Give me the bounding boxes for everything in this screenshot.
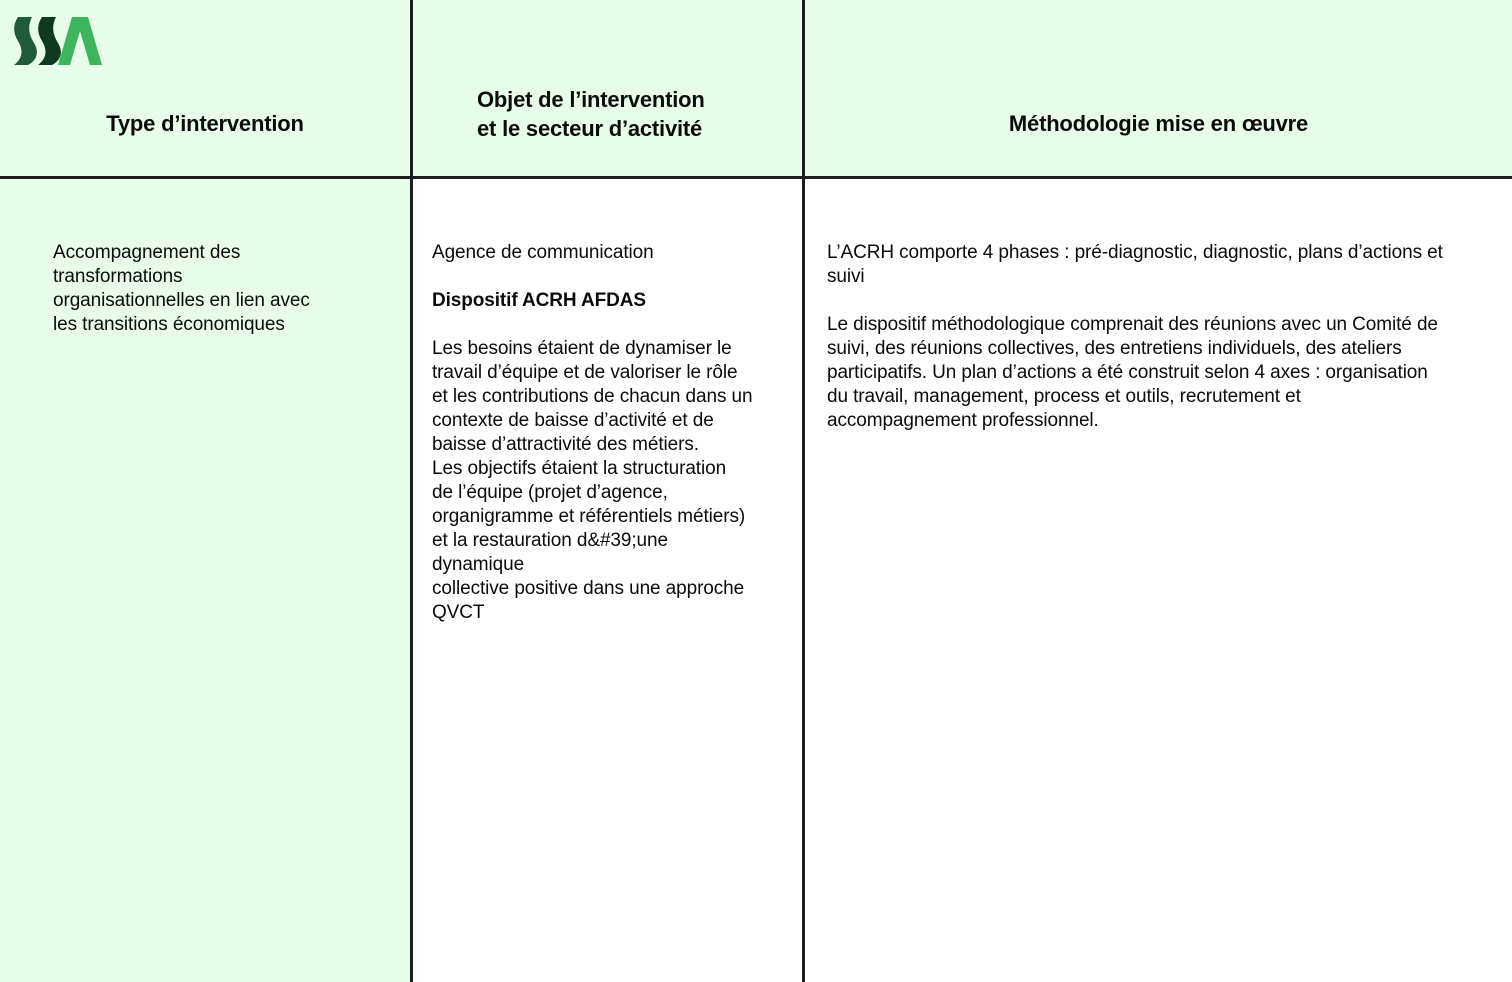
- header-type-intervention: [0, 0, 410, 176]
- object-line: et la restauration d&#39;une: [432, 530, 668, 551]
- object-intervention-text: [432, 241, 772, 625]
- type-line: les transitions économiques: [53, 314, 285, 335]
- header-object-title-line1: Objet de l’intervention: [477, 87, 705, 112]
- header-divider: [0, 176, 1512, 179]
- type-line: transformations: [53, 266, 183, 287]
- method-line: Le dispositif méthodologique comprenait des réunions avec un Comité de: [827, 314, 1438, 335]
- object-line: de l’équipe (projet d’agence,: [432, 482, 668, 503]
- object-line: Les objectifs étaient la structuration: [432, 458, 727, 479]
- method-line: suivi, des réunions collectives, des entretiens individuels, des ateliers: [827, 338, 1402, 359]
- header-methodology: [805, 0, 1512, 176]
- method-line: accompagnement professionnel.: [827, 410, 1099, 431]
- header-methodology-title: Méthodologie mise en œuvre: [1008, 110, 1309, 136]
- method-line: participatifs. Un plan d’actions a été construit selon 4 axes : organisation: [827, 362, 1428, 383]
- object-line: collective positive dans une approche: [432, 578, 745, 599]
- header-type-title: Type d’intervention: [106, 110, 304, 136]
- method-line: suivi: [827, 266, 865, 287]
- type-line: Accompagnement des: [53, 242, 241, 263]
- header-object-intervention: [477, 0, 797, 176]
- object-line: organigramme et référentiels métiers): [432, 506, 746, 527]
- column-divider-1: [410, 0, 413, 982]
- object-line: et les contributions de chacun dans un: [432, 386, 753, 407]
- object-line: Les besoins étaient de dynamiser le: [432, 338, 732, 359]
- method-line: du travail, management, process et outils, recrutement et: [827, 386, 1301, 407]
- object-line: baisse d’attractivité des métiers.: [432, 434, 699, 455]
- sector-label: Agence de communication: [432, 242, 654, 263]
- methodology-text: [827, 241, 1477, 433]
- object-line: contexte de baisse d’activité et de: [432, 410, 714, 431]
- type-line: organisationnelles en lien avec: [53, 290, 310, 311]
- type-intervention-text: [53, 241, 353, 337]
- object-line: travail d’équipe et de valoriser le rôle: [432, 362, 738, 383]
- program-label: Dispositif ACRH AFDAS: [432, 290, 646, 311]
- header-object-title-line2: et le secteur d’activité: [477, 116, 703, 141]
- object-line: dynamique: [432, 554, 525, 575]
- method-line: L’ACRH comporte 4 phases : pré-diagnostic, diagnostic, plans d’actions et: [827, 242, 1443, 263]
- object-line: QVCT: [432, 602, 485, 623]
